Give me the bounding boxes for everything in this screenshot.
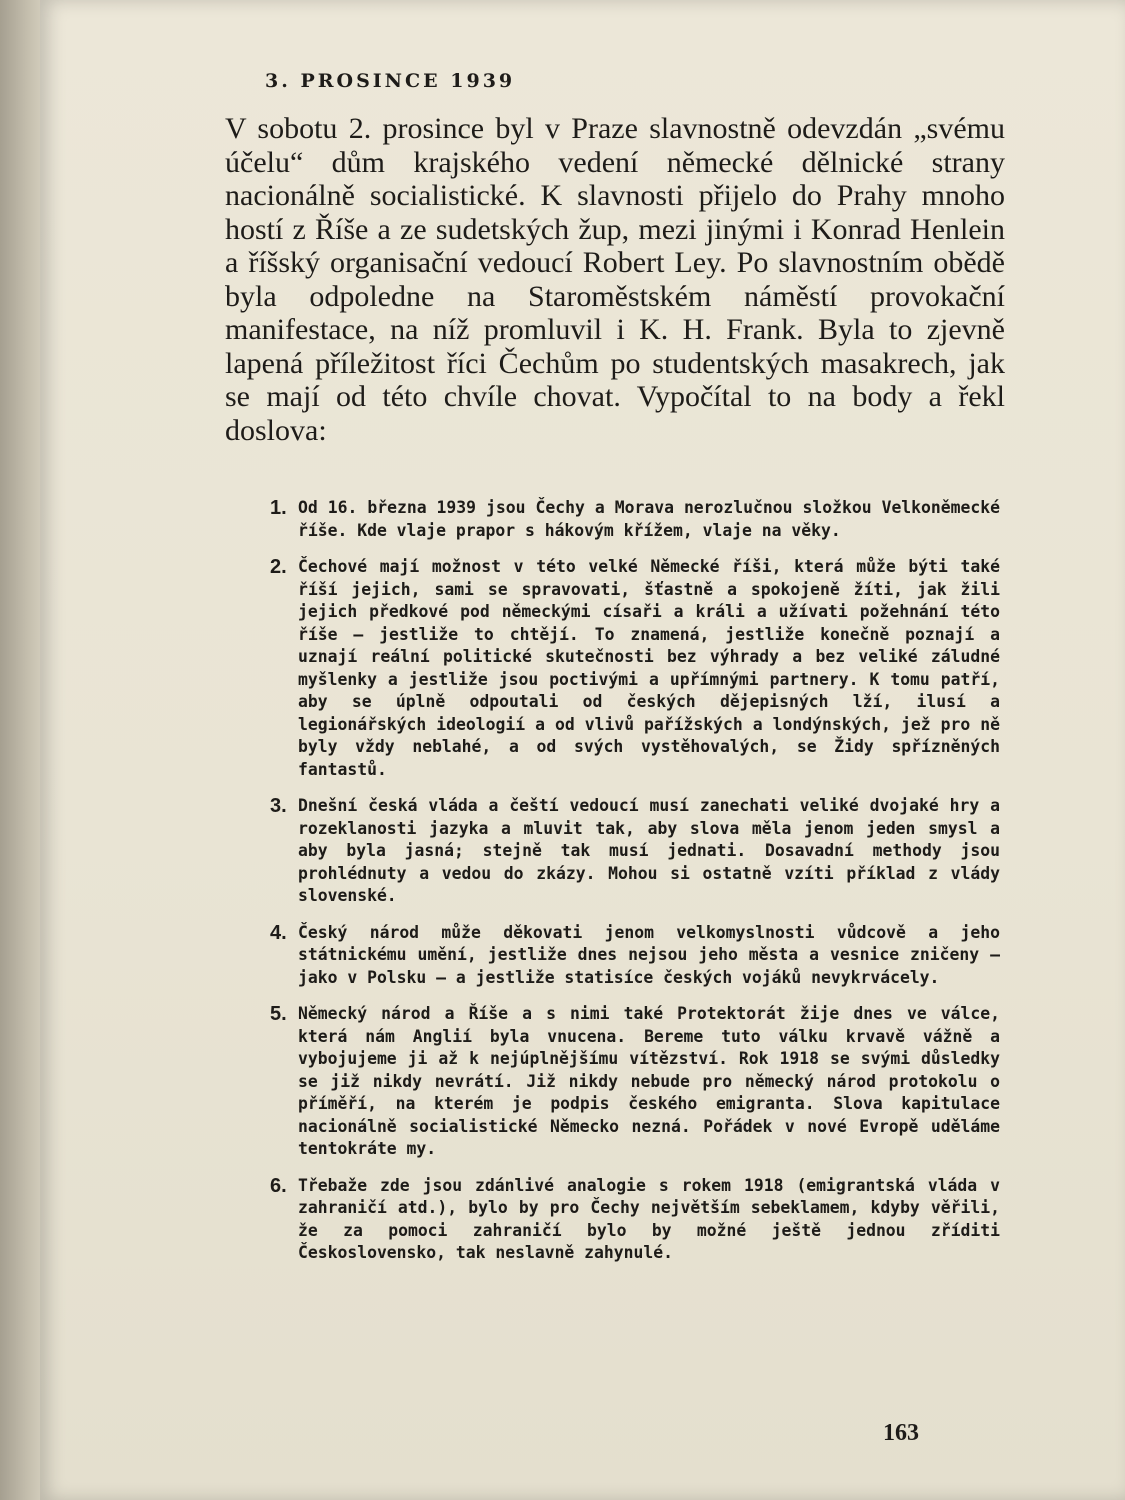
- list-item-text: Třebaže zde jsou zdánlivé analogie s rokem 1918 (emigrantská vláda v zahraničí atd.), bylo by pro Čechy největším sebeklamem, kdyby věřili, že za pomoci zahraničí bylo by možné ještě jednou zříditi Československo, tak neslavně zahynulé.: [298, 1175, 1000, 1262]
- list-item-number: 1.: [270, 497, 287, 519]
- lead-paragraph: V sobotu 2. prosince byl v Praze slavnostně odevzdán „svému účelu“ dům krajského vedení německé dělnické strany nacionálně socialistické. K slavnosti přijelo do Prahy mnoho hostí z Říše a ze sudetských žup, mezi jinými i Konrad Henlein a říšský organisační vedoucí Robert Ley. Po slavnostním obědě byla odpoledne na Staroměstském náměstí provokační manifestace, na níž promluvil i K. H. Frank. Byla to zjevně lapená příležitost říci Čechům po studentských masakrech, jak se mají od této chvíle chovat. Vypočítal to na body a řekl doslova:: [225, 112, 1005, 447]
- quoted-points-list: [270, 497, 1000, 1265]
- list-item: [270, 1003, 1000, 1161]
- list-item-text: Od 16. března 1939 jsou Čechy a Morava nerozlučnou složkou Velkoněmecké říše. Kde vlaje prapor s hákovým křížem, vlaje na věky.: [298, 498, 1000, 540]
- list-item: [270, 1175, 1000, 1265]
- book-page: [40, 0, 1125, 1500]
- page-heading: 3. PROSINCE 1939: [265, 70, 516, 92]
- page-number: 163: [883, 1420, 919, 1446]
- list-item-text: Čechové mají možnost v této velké Německé říši, která může býti také říší jejich, sami se spravovati, šťastně a spokojeně žíti, jak žili jejich předkové pod německými císaři a králi a užívati požehnání této říše — jestliže to chtějí. To znamená, jestliže konečně poznají a uznají reální politické skutečnosti bez výhrady a bez veliké záludné myšlenky a jestliže jsou poctivými a upřímnými partnery. K tomu patří, aby se úplně odpoutali od českých dějepisných lží, ilusí a legionářských ideologií a od vlivů pařížských a londýnských, jež pro ně byly vždy neblahé, a od svých vystěhovalých, se Židy spřízněných fantastů.: [298, 557, 1000, 779]
- list-item: [270, 922, 1000, 990]
- list-item-text: Dnešní česká vláda a čeští vedoucí musí zanechati veliké dvojaké hry a rozeklanosti jazyka a mluvit tak, aby slova měla jenom jeden smysl a aby byla jasná; stejně tak musí jednati. Dosavadní methody jsou prohlédnuty a vedou do zkázy. Mohou si ostatně vzíti příklad z vlády slovenské.: [298, 796, 1000, 905]
- list-item-number: 2.: [270, 556, 287, 578]
- list-item: [270, 795, 1000, 908]
- list-item-number: 4.: [270, 921, 287, 944]
- list-item-text: Český národ může děkovati jenom velkomyslnosti vůdcově a jeho státnickému umění, jestliže dnes nejsou jeho města a vesnice zničeny — jako v Polsku — a jestliže statisíce českých vojáků nevykrvácely.: [298, 922, 1000, 987]
- list-item-number: 5.: [270, 1003, 287, 1025]
- list-item: [270, 556, 1000, 781]
- list-item-number: 3.: [270, 795, 287, 817]
- page-content: [185, 70, 1005, 1279]
- list-item-number: 6.: [270, 1174, 287, 1197]
- list-item: [270, 497, 1000, 542]
- list-item-text: Německý národ a Říše a s nimi také Protektorát žije dnes ve válce, která nám Anglií byla vnucena. Bereme tuto válku krvavě vážně a vybojujeme ji až k nejúplnějšímu vítězství. Rok 1918 se svými důsledky se již nikdy nevrátí. Již nikdy nebude pro německý národ protokolu o příměří, na kterém je podpis českého emigranta. Slova kapitulace nacionálně socialistické Německo nezná. Pořádek v nové Evropě uděláme tentokráte my.: [298, 1004, 1000, 1158]
